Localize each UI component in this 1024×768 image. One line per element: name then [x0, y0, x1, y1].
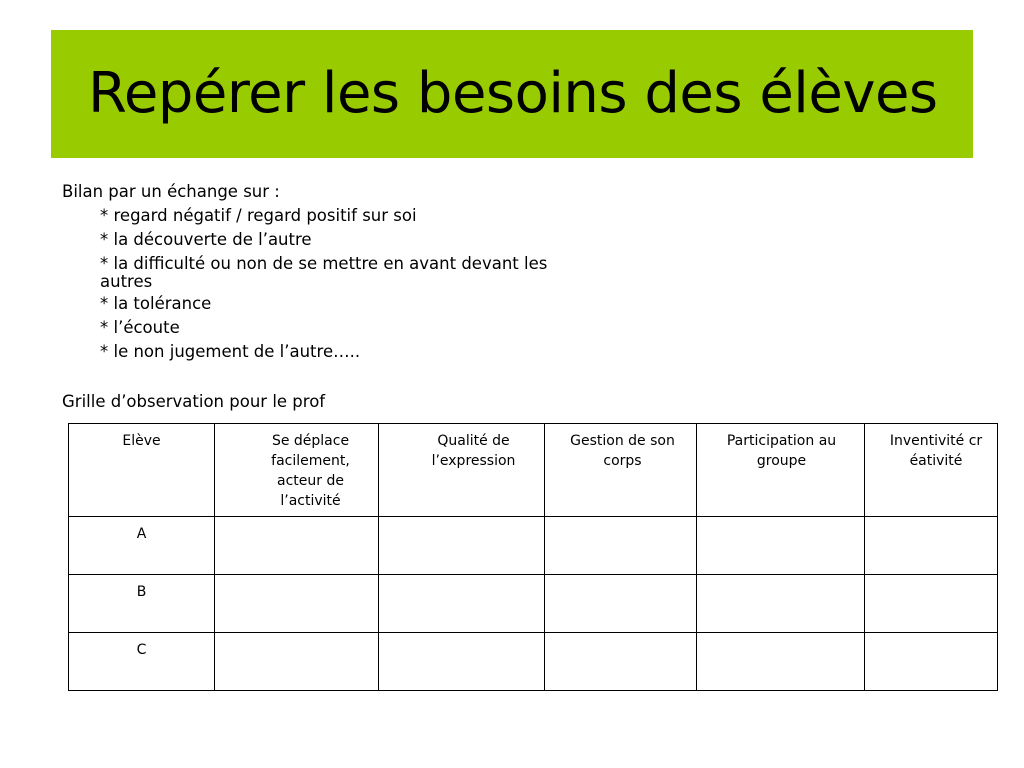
bullet-item: * la découverte de l’autre [100, 230, 312, 249]
table-cell [697, 633, 865, 691]
header-cell-deplacement [215, 424, 379, 517]
row-label: C [69, 633, 215, 691]
table-cell [379, 575, 545, 633]
table-cell [215, 517, 379, 575]
table-cell [697, 575, 865, 633]
row-label: A [69, 517, 215, 575]
header-label: Gestion de son corps [570, 433, 675, 469]
table-cell [545, 517, 697, 575]
table-cell [545, 633, 697, 691]
table-cell [697, 517, 865, 575]
header-label: Inventivité créativité [889, 433, 983, 469]
grid-caption: Grille d’observation pour le prof [62, 392, 326, 411]
table-cell [865, 575, 998, 633]
header-label: Participation au groupe [726, 433, 837, 469]
table-cell [865, 517, 998, 575]
observation-grid [68, 423, 998, 691]
bullet-item: * regard négatif / regard positif sur soi [100, 206, 417, 225]
table-row [69, 633, 998, 691]
table-cell [865, 633, 998, 691]
table-cell [379, 517, 545, 575]
table-row [69, 517, 998, 575]
header-row [69, 424, 998, 517]
bullet-item: * la tolérance [100, 294, 212, 313]
header-cell-corps [545, 424, 697, 517]
header-cell-inventivite [865, 424, 998, 517]
header-cell-participation [697, 424, 865, 517]
bullet-item: * l’écoute [100, 318, 180, 337]
table-cell [379, 633, 545, 691]
row-label: B [69, 575, 215, 633]
table-cell [215, 575, 379, 633]
bullet-item: * la difficulté ou non de se mettre en avant devant les autres [100, 254, 548, 291]
intro-text: Bilan par un échange sur : [62, 182, 280, 201]
title-banner [51, 30, 973, 158]
bullet-item: * le non jugement de l’autre….. [100, 342, 361, 361]
header-label: Se déplace facilement, acteur de l’activité [271, 433, 350, 509]
bullet-list [62, 206, 582, 362]
header-label: Qualité de l’expression [431, 433, 516, 469]
table-cell [215, 633, 379, 691]
header-cell-expression [379, 424, 545, 517]
header-label: Elève [122, 433, 161, 449]
slide-title: Repérer les besoins des élèves [88, 61, 938, 126]
table-cell [545, 575, 697, 633]
table-row [69, 575, 998, 633]
discussion-summary [62, 182, 582, 366]
header-cell-eleve [69, 424, 215, 517]
